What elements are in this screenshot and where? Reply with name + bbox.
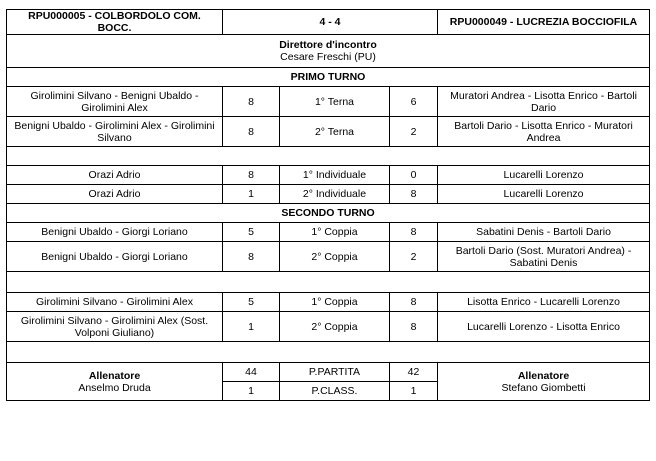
home-players: Girolimini Silvano - Girolimini Alex — [7, 293, 223, 312]
away-players: Lucarelli Lorenzo - Lisotta Enrico — [438, 312, 650, 342]
game-type: 1° Individuale — [280, 166, 390, 185]
home-players: Benigni Ubaldo - Giorgi Loriano — [7, 223, 223, 242]
away-score: 8 — [390, 223, 438, 242]
game-type: 2° Terna — [280, 117, 390, 147]
table-row — [7, 312, 650, 342]
home-players: Orazi Adrio — [7, 166, 223, 185]
header-row — [7, 10, 650, 35]
away-players: Bartoli Dario (Sost. Muratori Andrea) - Sabatini Denis — [438, 242, 650, 272]
game-type: 1° Coppia — [280, 293, 390, 312]
spacer-row — [7, 342, 650, 363]
p-partita-home: 44 — [223, 363, 280, 382]
home-score: 8 — [223, 117, 280, 147]
table-row — [7, 242, 650, 272]
away-coach-title: Allenatore — [517, 369, 570, 382]
spacer-cell — [7, 342, 650, 363]
game-type: 2° Individuale — [280, 185, 390, 204]
footer-row-partita — [7, 363, 650, 382]
home-players: Benigni Ubaldo - Girolimini Alex - Girolimini Silvano — [7, 117, 223, 147]
p-class-home: 1 — [223, 382, 280, 401]
p-partita-label: P.PARTITA — [280, 363, 390, 382]
away-players: Lucarelli Lorenzo — [438, 166, 650, 185]
home-score: 8 — [223, 242, 280, 272]
home-score: 1 — [223, 185, 280, 204]
table-row — [7, 223, 650, 242]
home-players: Girolimini Silvano - Girolimini Alex (Sost. Volponi Giuliano) — [7, 312, 223, 342]
section-title-first-round: PRIMO TURNO — [7, 68, 650, 87]
table-row — [7, 117, 650, 147]
game-type: 1° Coppia — [280, 223, 390, 242]
match-report — [6, 9, 649, 401]
table-row — [7, 87, 650, 117]
away-players: Bartoli Dario - Lisotta Enrico - Muratori Andrea — [438, 117, 650, 147]
home-players: Orazi Adrio — [7, 185, 223, 204]
away-score: 2 — [390, 242, 438, 272]
game-type: 2° Coppia — [280, 312, 390, 342]
home-score: 8 — [223, 87, 280, 117]
table-row — [7, 293, 650, 312]
match-score: 4 - 4 — [223, 10, 438, 35]
home-score: 5 — [223, 223, 280, 242]
home-score: 5 — [223, 293, 280, 312]
table-row — [7, 185, 650, 204]
home-team: RPU000005 - COLBORDOLO COM. BOCC. — [7, 10, 223, 35]
spacer-row — [7, 272, 650, 293]
home-score: 8 — [223, 166, 280, 185]
away-players: Muratori Andrea - Lisotta Enrico - Bartoli Dario — [438, 87, 650, 117]
away-players: Lisotta Enrico - Lucarelli Lorenzo — [438, 293, 650, 312]
away-coach-cell — [438, 363, 650, 401]
table-row — [7, 166, 650, 185]
home-score: 1 — [223, 312, 280, 342]
section-row — [7, 204, 650, 223]
away-score: 8 — [390, 312, 438, 342]
p-partita-away: 42 — [390, 363, 438, 382]
away-score: 2 — [390, 117, 438, 147]
match-report-table — [6, 9, 650, 401]
section-row — [7, 68, 650, 87]
director-name: Cesare Freschi (PU) — [280, 51, 376, 63]
away-players: Sabatini Denis - Bartoli Dario — [438, 223, 650, 242]
away-score: 6 — [390, 87, 438, 117]
director-row — [7, 35, 650, 68]
section-title-second-round: SECONDO TURNO — [7, 204, 650, 223]
p-class-away: 1 — [390, 382, 438, 401]
away-score: 8 — [390, 293, 438, 312]
away-score: 8 — [390, 185, 438, 204]
home-players: Benigni Ubaldo - Giorgi Loriano — [7, 242, 223, 272]
away-coach-name: Stefano Giombetti — [501, 381, 586, 394]
director-title: Direttore d'incontro — [279, 39, 377, 51]
home-coach-title: Allenatore — [88, 369, 141, 382]
away-team: RPU000049 - LUCREZIA BOCCIOFILA — [438, 10, 650, 35]
home-coach-name: Anselmo Druda — [78, 381, 151, 394]
p-class-label: P.CLASS. — [280, 382, 390, 401]
director-cell — [7, 35, 650, 68]
home-players: Girolimini Silvano - Benigni Ubaldo - Girolimini Alex — [7, 87, 223, 117]
game-type: 1° Terna — [280, 87, 390, 117]
game-type: 2° Coppia — [280, 242, 390, 272]
spacer-cell — [7, 147, 650, 166]
away-score: 0 — [390, 166, 438, 185]
spacer-cell — [7, 272, 650, 293]
spacer-row — [7, 147, 650, 166]
away-players: Lucarelli Lorenzo — [438, 185, 650, 204]
home-coach-cell — [7, 363, 223, 401]
